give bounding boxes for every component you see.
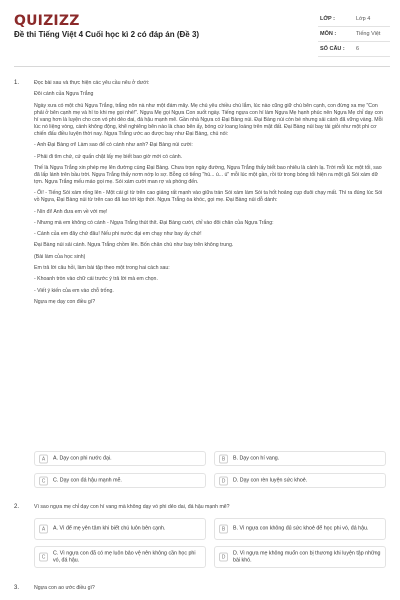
meta-value: 6: [356, 46, 360, 52]
worksheet-header: [0, 0, 400, 66]
meta-value: Tiếng Việt: [356, 31, 381, 37]
question-number: 2.: [14, 504, 20, 510]
option-letter: D: [219, 476, 228, 485]
passage-paragraph: Ngày xưa có một chú Ngựa Trắng, trắng nõn nà như một đám mây. Mẹ chú yêu chiều chú lắm, lúc nào cũng giữ chú bên cạnh, con đừng xa mẹ "Con phải ở bên cạnh mẹ và hí to khi mẹ gọi nhé!". Ngựa Mẹ gọi Ngựa Con suốt ngày. Tiếng ngựa con hí làm Ngựa Mẹ hạnh phúc nên Ngựa Mẹ chỉ dạy con hí vang hơn là luyện cho con vó phi dẻo dai, đá hậu mạnh mẽ. Gần nhà Ngựa có Đại Bàng núi. Đại Bàng núi còn bé nhưng sải cánh đã vững vàng. Mỗi lúc nó liệng vòng, cánh không động, khẽ nghiêng bên nào là chao bên ấy, bóng cứ loang loáng trên mặt đất. Đại Bàng núi bay tài giỏi như một phi cơ chiến đấu điều luyện thời nay. Ngựa Trắng ước ao được bay như Đại Bàng, chú nói:: [34, 102, 383, 137]
option-text: A. Vì để mẹ yên tâm khi biết chú luôn bên cạnh.: [53, 525, 166, 532]
answer-option-a[interactable]: [34, 518, 206, 540]
option-letter: B: [219, 454, 228, 463]
question-prompt: Ngựa mẹ dạy con điều gì?: [34, 298, 96, 305]
question-1: [14, 80, 390, 480]
question-1-choices: [34, 451, 384, 489]
question-prompt: Vì sao ngựa mẹ chỉ dạy con hí vang mà không dạy vó phi dẻo dai, đá hậu mạnh mẽ?: [34, 504, 230, 510]
question-number: 3.: [14, 585, 20, 591]
meta-key: LỚP :: [320, 16, 335, 22]
option-text: B. Dạy con hí vang.: [233, 455, 280, 462]
passage-paragraph: - Phải đi tìm chứ, cứ quấn chặt lấy mẹ biết bao giờ mới có cánh.: [34, 153, 183, 160]
question-2-choices: [34, 518, 384, 572]
option-text: C. Dạy con đá hậu mạnh mẽ.: [53, 477, 122, 484]
question-2: [14, 504, 390, 516]
option-text: A. Dạy con phi nước đại.: [53, 455, 112, 462]
question-1-body: [34, 80, 384, 310]
answer-option-a[interactable]: [34, 451, 206, 466]
question-3: [14, 585, 390, 597]
answer-option-c[interactable]: [34, 473, 206, 488]
meta-key: SỐ CÂU :: [320, 46, 345, 52]
question-prompt: Ngựa con ao ước điều gì?: [34, 585, 95, 591]
answer-option-d[interactable]: [214, 473, 386, 488]
passage-paragraph: Thế là Ngựa Trắng xin phép mẹ lên đường cùng Đại Bàng. Chưa trọn ngày đường, Ngựa Trắng thấy biết bao nhiêu là cảnh lạ. Trời mỗi lúc một tối, sao đã lấp lánh trên bầu trời. Ngựa Trắng thấy nơm nớp lo sợ. Bỗng có tiếng "hú... ú... ú" mỗi lúc một gần, rồi từ trong bóng tối hiện ra một gã Sói xám dữ tợn. Ngựa Trắng mếu máo gọi mẹ. Sói xám cười man rợ và phóng đến.: [34, 164, 382, 185]
passage-paragraph: Đại Bàng núi sải cánh. Ngựa Trắng chồm lên. Bốn chân chú như bay trên không trung.: [34, 242, 234, 249]
answer-option-c[interactable]: [34, 546, 206, 568]
meta-row-count: [318, 42, 390, 57]
option-letter: B: [219, 525, 228, 534]
passage-paragraph: Em trả lời câu hỏi, làm bài tập theo một trong hai cách sau:: [34, 265, 170, 272]
option-letter: A: [39, 525, 48, 534]
passage-paragraph: - Ối! - Tiếng Sói xám rống lên - Một cái gì từ trên cao giáng rất mạnh vào giữa trán Sói xám làm Sói ta hốt hoảng cụp đuôi chạy mất. Thì ra đúng lúc Sói vồ Ngựa, Đại Bàng núi từ trên cao đã lao tới kịp thời. Ngựa Trắng òa khóc, gọi mẹ. Đại Bàng núi dỗ dành:: [34, 190, 383, 204]
option-text: D. Vì ngựa mẹ không muốn con bị thương khi luyện tập những bài khó.: [233, 550, 381, 563]
option-text: C. Vì ngựa con đã có mẹ luôn bảo vệ nên không cần học phi vó, đá hậu.: [53, 550, 196, 563]
question-number: 1.: [14, 80, 20, 86]
option-letter: D: [219, 553, 228, 562]
answer-option-d[interactable]: [214, 546, 386, 568]
passage-paragraph: - Nín đi! Anh đưa em về với mẹ!: [34, 208, 108, 215]
answer-option-b[interactable]: [214, 451, 386, 466]
passage-paragraph: - Khoanh tròn vào chữ cái trước ý trả lời mà em chọn.: [34, 276, 158, 283]
option-letter: C: [39, 553, 48, 562]
meta-value: Lớp 4: [356, 16, 371, 22]
passage-title: Đôi cánh của Ngựa Trắng: [34, 91, 94, 98]
passage-paragraph: - Viết ý kiến của em vào chỗ trống.: [34, 287, 114, 294]
quizizz-logo: QUIZIZZ: [14, 13, 80, 29]
passage-paragraph: - Cánh của em đây chứ đâu! Nếu phi nước đại em chạy như bay ấy chứ!: [34, 231, 202, 238]
worksheet-title: Đề thi Tiếng Việt 4 Cuối học kì 2 có đáp án (Đề 3): [14, 30, 200, 39]
worksheet-meta: [318, 12, 390, 57]
header-divider: [14, 66, 390, 67]
option-text: B. Vì ngựa con không đủ sức khoẻ để học phi vó, đá hậu.: [233, 525, 369, 532]
passage-paragraph: - Nhưng mà em không có cánh - Ngựa Trắng thút thít. Đại Bàng cười, chỉ vào đôi chân của Ngựa Trắng:: [34, 219, 274, 226]
option-text: D. Dạy con rèn luyện sức khoẻ.: [233, 477, 308, 484]
instruction: Đọc bài sau và thực hiện các yêu cầu nêu ở dưới:: [34, 80, 150, 86]
meta-row-subject: [318, 27, 390, 42]
meta-row-class: [318, 12, 390, 27]
passage-paragraph: - Anh Đại Bàng ơi! Làm sao để có cánh như anh? Đại Bàng núi cười:: [34, 142, 193, 149]
passage-paragraph: (Bài làm của học sinh): [34, 253, 86, 260]
answer-option-b[interactable]: [214, 518, 386, 540]
option-letter: C: [39, 476, 48, 485]
meta-key: MÔN :: [320, 31, 337, 37]
option-letter: A: [39, 454, 48, 463]
